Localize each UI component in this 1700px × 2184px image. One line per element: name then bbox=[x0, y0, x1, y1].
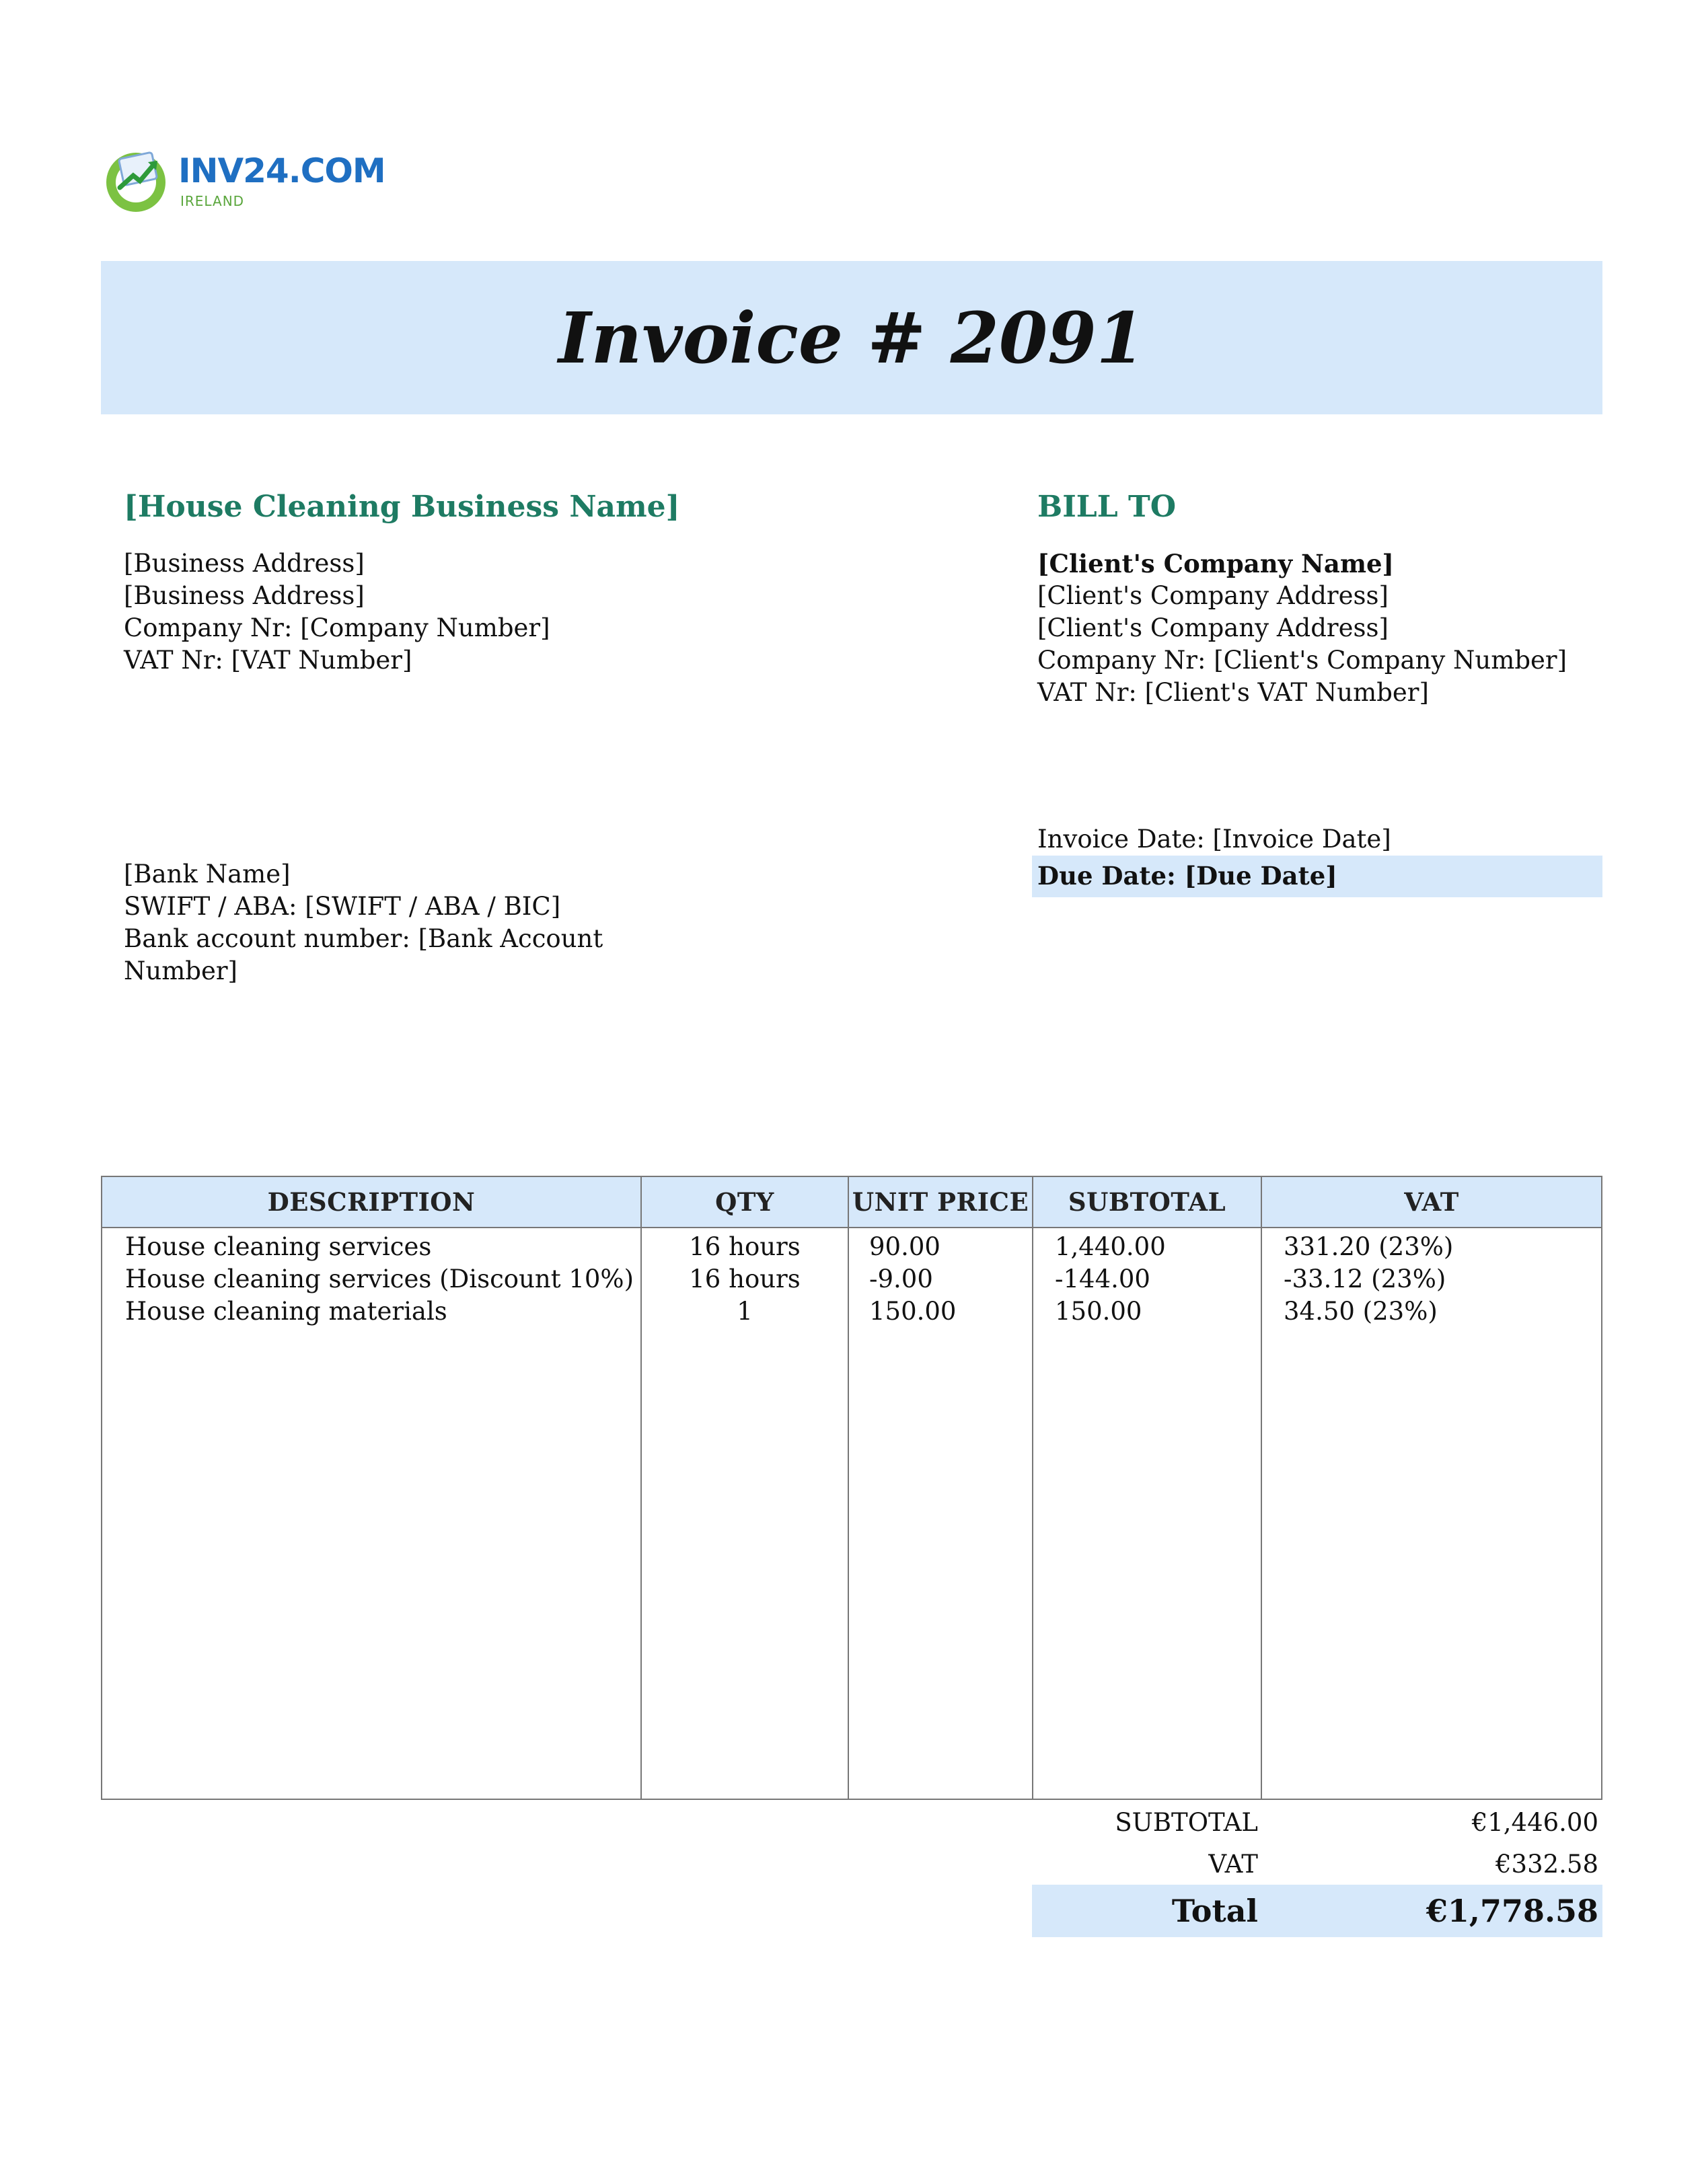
vat-label: VAT bbox=[1208, 1850, 1258, 1879]
logo-subtitle: IRELAND bbox=[180, 193, 245, 209]
total-label: Total bbox=[1171, 1893, 1258, 1929]
table-row bbox=[102, 1265, 1601, 1297]
bank-swift: SWIFT / ABA: [SWIFT / ABA / BIC] bbox=[124, 892, 561, 921]
row-description: House cleaning materials bbox=[125, 1297, 447, 1326]
row-subtotal: 150.00 bbox=[1055, 1297, 1142, 1326]
row-qty: 16 hours bbox=[689, 1265, 801, 1293]
business-address-line: [Business Address] bbox=[124, 581, 365, 610]
items-table bbox=[101, 1176, 1602, 1800]
vat-value: €332.58 bbox=[1495, 1850, 1598, 1879]
header-subtotal: SUBTOTAL bbox=[1068, 1187, 1226, 1217]
invoice-title: Invoice # 2091 bbox=[558, 296, 1146, 379]
row-vat: 34.50 (23%) bbox=[1284, 1297, 1438, 1326]
client-address-line: [Client's Company Address] bbox=[1037, 613, 1389, 642]
row-unit-price: 90.00 bbox=[869, 1232, 940, 1261]
row-subtotal: -144.00 bbox=[1055, 1265, 1150, 1293]
row-unit-price: -9.00 bbox=[869, 1265, 933, 1293]
invoice-title-band bbox=[101, 261, 1602, 414]
due-date: Due Date: [Due Date] bbox=[1037, 861, 1337, 891]
subtotal-value: €1,446.00 bbox=[1471, 1808, 1598, 1837]
header-qty: QTY bbox=[715, 1187, 774, 1217]
row-vat: 331.20 (23%) bbox=[1284, 1232, 1454, 1261]
table-row bbox=[102, 1297, 1601, 1329]
client-address-line: [Client's Company Address] bbox=[1037, 581, 1389, 610]
client-company-number: Company Nr: [Client's Company Number] bbox=[1037, 646, 1567, 675]
bill-to-heading: BILL TO bbox=[1037, 490, 1177, 524]
header-unit-price: UNIT PRICE bbox=[852, 1187, 1029, 1217]
bank-details-block bbox=[124, 858, 608, 987]
invoice-date: Invoice Date: [Invoice Date] bbox=[1037, 825, 1391, 854]
subtotal-label: SUBTOTAL bbox=[1115, 1808, 1258, 1837]
client-address-block bbox=[1037, 548, 1567, 709]
row-subtotal: 1,440.00 bbox=[1055, 1232, 1166, 1261]
client-company-name: [Client's Company Name] bbox=[1037, 549, 1395, 578]
row-description: House cleaning services (Discount 10%) bbox=[125, 1265, 634, 1293]
row-vat: -33.12 (23%) bbox=[1284, 1265, 1446, 1293]
business-company-number: Company Nr: [Company Number] bbox=[124, 613, 550, 642]
header-description: DESCRIPTION bbox=[267, 1187, 476, 1217]
row-unit-price: 150.00 bbox=[869, 1297, 957, 1326]
bank-name: [Bank Name] bbox=[124, 860, 291, 889]
logo-name: INV24.COM bbox=[178, 151, 385, 190]
header-vat: VAT bbox=[1404, 1187, 1459, 1217]
business-vat-number: VAT Nr: [VAT Number] bbox=[124, 646, 412, 675]
bank-account-number: Bank account number: [Bank Account Number] bbox=[124, 924, 603, 985]
total-value: €1,778.58 bbox=[1426, 1893, 1598, 1929]
table-row bbox=[102, 1232, 1601, 1265]
row-qty: 16 hours bbox=[689, 1232, 801, 1261]
row-description: House cleaning services bbox=[125, 1232, 432, 1261]
client-vat-number: VAT Nr: [Client's VAT Number] bbox=[1037, 678, 1429, 707]
business-address-line: [Business Address] bbox=[124, 549, 365, 578]
business-name: [House Cleaning Business Name] bbox=[124, 490, 680, 524]
row-qty: 1 bbox=[737, 1297, 753, 1326]
logo-icon bbox=[101, 143, 175, 217]
company-logo bbox=[101, 138, 385, 225]
business-address-block bbox=[124, 548, 550, 677]
